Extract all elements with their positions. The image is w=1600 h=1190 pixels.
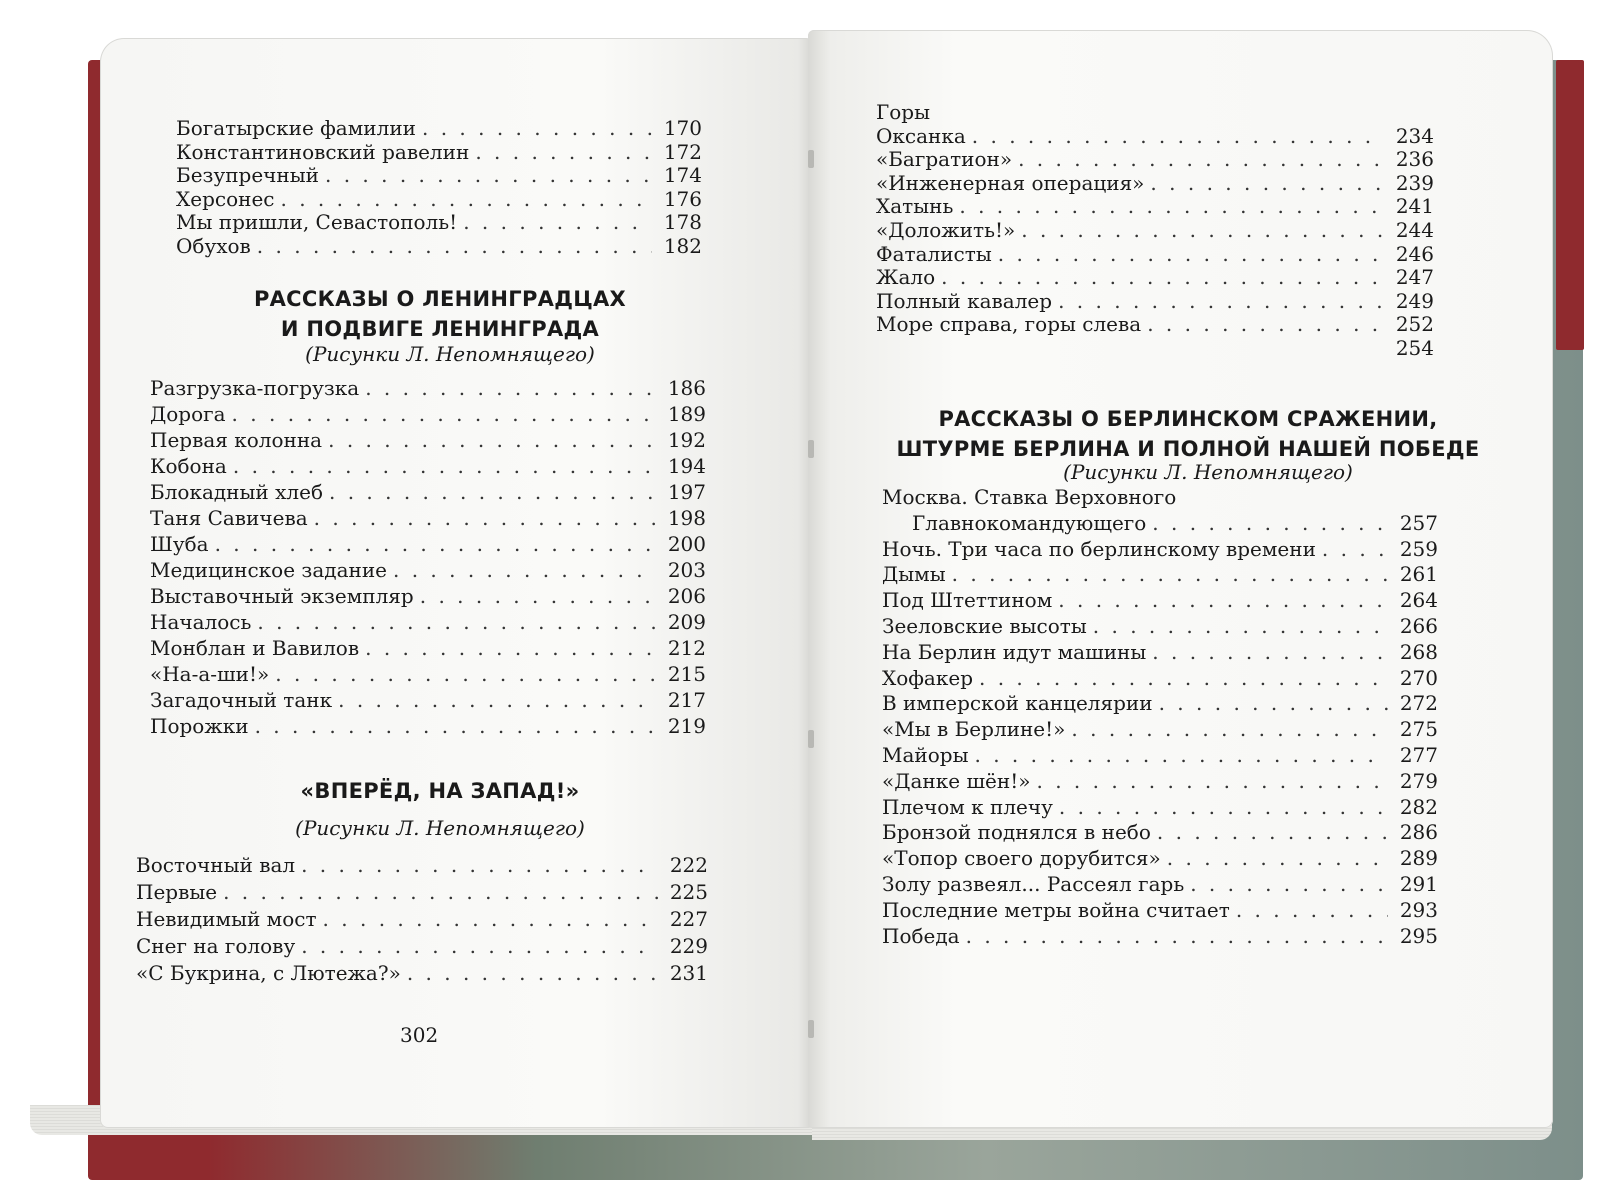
toc-entry-page: 268 [1399, 639, 1438, 664]
toc-entry-page: 217 [667, 688, 706, 712]
toc-entry [876, 171, 1434, 195]
dot-leader [1190, 872, 1388, 896]
toc-entry-page: 176 [663, 186, 702, 211]
toc-entry-page: 270 [1399, 665, 1438, 690]
toc-entry-page: 203 [667, 558, 706, 582]
dot-leader [1159, 691, 1388, 715]
dot-leader [1071, 717, 1388, 741]
dot-leader [972, 124, 1384, 148]
toc-entry-title: Бронзой поднялся в небо [882, 820, 1151, 845]
toc-entry [882, 872, 1438, 896]
toc-entry-title: Восточный вал [136, 853, 296, 877]
toc-entry-title: Главнокомандующего [912, 510, 1147, 535]
toc-entry-title: На Берлин идут машины [882, 639, 1147, 664]
toc-entry [136, 853, 708, 877]
toc-entry [882, 769, 1438, 793]
toc-entry-title: Зееловские высоты [882, 614, 1087, 638]
toc-entry-page: 189 [667, 402, 706, 426]
toc-entry-title: Медицинское задание [150, 558, 387, 582]
toc-entry [150, 506, 706, 530]
toc-entry-title: Ночь. Три часа по берлинскому времени [882, 536, 1316, 561]
toc-entry-page: 264 [1399, 588, 1438, 613]
section-heading-line: ШТУРМЕ БЕРЛИНА И ПОЛНОЙ НАШЕЙ ПОБЕДЕ [896, 437, 1480, 461]
dot-leader [223, 880, 658, 904]
dot-leader [393, 558, 656, 582]
dot-leader [1150, 171, 1384, 195]
toc-entry [882, 820, 1438, 844]
toc-entry [150, 688, 706, 712]
toc-entry-title: Жало [876, 265, 936, 290]
dot-leader [365, 376, 656, 400]
dot-leader [314, 506, 656, 530]
toc-entry-page: 182 [663, 233, 702, 258]
dot-leader [338, 688, 656, 712]
toc-entry-title: Полный кавалер [876, 288, 1053, 313]
toc-entry [150, 454, 706, 478]
toc-entry-page: 212 [667, 636, 706, 660]
toc-entry-title: Горы [876, 100, 931, 124]
dot-leader [1152, 511, 1388, 535]
toc-entry-title: Майоры [882, 743, 969, 767]
toc-entry-page: 277 [1399, 743, 1438, 767]
dot-leader [975, 743, 1389, 767]
toc-entry [876, 336, 1434, 360]
toc-entry-page: 225 [669, 880, 708, 904]
dot-leader [422, 116, 652, 140]
toc-entry-page: 231 [669, 961, 708, 985]
toc-entry [882, 666, 1438, 690]
left-page [100, 38, 812, 1128]
toc-entry-page: 178 [663, 210, 702, 234]
toc-entry-title: «Багратион» [876, 147, 1013, 172]
dot-leader [959, 194, 1384, 218]
toc-entry-page: 219 [667, 714, 706, 738]
dot-leader [1018, 147, 1384, 171]
dot-leader [966, 924, 1388, 948]
dot-leader [323, 907, 658, 931]
toc-entry-title: Монблан и Вавилов [150, 636, 360, 660]
toc-entry-page: 227 [669, 907, 708, 931]
toc-entry-page: 275 [1399, 717, 1438, 742]
toc-entry [136, 907, 708, 931]
toc-entry-title: Победа [882, 923, 960, 948]
dot-leader [979, 666, 1388, 690]
toc-entry-title: Блокадный хлеб [150, 480, 323, 504]
toc-entry [150, 558, 706, 582]
toc-entry-title: «Инженерная операция» [876, 170, 1145, 195]
toc-entry-title: «С Букрина, с Лютежа?» [136, 961, 401, 985]
toc-entry [876, 312, 1434, 336]
toc-entry [136, 961, 708, 985]
toc-entry [876, 194, 1434, 218]
toc-entry-page: 186 [667, 376, 706, 400]
toc-entry-page: 282 [1399, 794, 1438, 819]
toc-entry [876, 147, 1434, 171]
toc-entry [150, 610, 706, 634]
dot-leader [998, 242, 1384, 266]
toc-entry [150, 584, 706, 608]
dot-leader [215, 532, 656, 556]
toc-entry [150, 662, 706, 686]
binding-stitch [808, 730, 814, 748]
toc-entry [150, 636, 706, 660]
toc-entry-page: 244 [1395, 218, 1434, 242]
toc-entry-title: Шуба [150, 532, 209, 556]
section-heading-berlin [848, 404, 1528, 464]
dot-leader [255, 714, 656, 738]
dot-leader [257, 234, 652, 258]
toc-entry-title: Началось [150, 610, 252, 634]
toc-entry [176, 116, 702, 140]
dot-leader [257, 610, 656, 634]
toc-entry-title: Под Штеттином [882, 588, 1053, 613]
toc-entry [876, 265, 1434, 289]
dot-leader [275, 662, 656, 686]
toc-entry [176, 140, 702, 164]
dot-leader [301, 934, 658, 958]
toc-entry [882, 691, 1438, 715]
dot-leader [475, 140, 652, 164]
section-heading-line: И ПОДВИГЕ ЛЕНИНГРАДА [280, 317, 600, 341]
toc-entry-title: Константиновский равелин [176, 139, 470, 164]
right-page [808, 30, 1553, 1128]
dot-leader [233, 454, 656, 478]
toc-entry-page: 206 [667, 584, 706, 608]
dot-leader [1021, 218, 1384, 242]
dot-leader [941, 265, 1384, 289]
toc-entry-title: Дымы [882, 562, 946, 587]
toc-entry [176, 187, 702, 211]
toc-entry-page: 261 [1399, 562, 1438, 587]
toc-entry-page: 229 [669, 934, 708, 958]
dot-leader [281, 187, 653, 211]
dot-leader [1059, 795, 1388, 819]
toc-entry-title: Разгрузка-погрузка [150, 376, 360, 400]
toc-entry-title: Невидимый мост [136, 907, 317, 931]
toc-entry [876, 100, 1434, 124]
toc-entry-title: Таня Савичева [150, 506, 308, 530]
section-heading-west: «ВПЕРЁД, НА ЗАПАД!» [300, 779, 580, 803]
toc-entry-title: Снег на голову [136, 934, 296, 958]
toc-entry-title: Загадочный танк [150, 688, 333, 712]
toc-entry-page: 192 [667, 428, 706, 452]
toc-entry-title: Хофакер [882, 665, 973, 690]
illustrations-credit: (Рисунки Л. Непомнящего) [295, 816, 585, 840]
dot-leader [952, 562, 1388, 586]
toc-entry-title: В имперской канцелярии [882, 691, 1153, 716]
toc-entry-page: 295 [1399, 923, 1438, 948]
dot-leader [407, 961, 658, 985]
toc-entry-page: 289 [1399, 846, 1438, 871]
toc-entry [176, 163, 702, 187]
toc-entry-title: «На-а-ши!» [150, 662, 270, 686]
dot-leader [1322, 537, 1388, 561]
section-heading-line: РАССКАЗЫ О ЛЕНИНГРАДЦАХ [253, 287, 627, 311]
toc-entry [150, 376, 706, 400]
toc-entry-title: Дорога [150, 402, 226, 426]
toc-entry [882, 795, 1438, 819]
toc-entry-page: 236 [1395, 147, 1434, 172]
toc-entry [150, 714, 706, 738]
toc-entry [150, 428, 706, 452]
dot-leader [1167, 846, 1388, 870]
toc-entry-title: Обухов [176, 233, 251, 258]
toc-entry [882, 588, 1438, 612]
dot-leader [1058, 289, 1384, 313]
toc-entry [176, 210, 702, 234]
toc-entry [136, 934, 708, 958]
toc-entry-page: 266 [1399, 614, 1438, 638]
toc-entry-page: 241 [1395, 194, 1434, 219]
toc-entry [176, 234, 702, 258]
toc-entry [882, 614, 1438, 638]
toc-entry [912, 511, 1438, 535]
toc-entry-page: 249 [1395, 288, 1434, 313]
toc-entry-page: 209 [667, 610, 706, 634]
toc-entry-page: 252 [1395, 312, 1434, 337]
toc-entry-title: «Мы в Берлине!» [882, 717, 1066, 742]
toc-entry-page: 257 [1399, 510, 1438, 535]
toc-entry-title: Золу развеял... Рассеял гарь [882, 872, 1185, 896]
binding-stitch [808, 150, 814, 168]
toc-entry [882, 640, 1438, 664]
cover-spine-edge [1556, 60, 1584, 350]
illustrations-credit: (Рисунки Л. Непомнящего) [1063, 460, 1353, 484]
toc-entry-page: 234 [1395, 123, 1434, 148]
toc-entry [876, 218, 1434, 242]
section-heading-leningrad [140, 284, 740, 344]
toc-entry [136, 880, 708, 904]
toc-entry-page: 215 [667, 662, 706, 686]
toc-entry-page: 293 [1399, 897, 1438, 922]
dot-leader [232, 402, 656, 426]
toc-entry [882, 562, 1438, 586]
toc-entry [876, 242, 1434, 266]
toc-entry-page: 286 [1399, 820, 1438, 845]
binding-stitch [808, 1020, 814, 1038]
toc-entry-title: Фаталисты [876, 241, 992, 266]
toc-entry [882, 743, 1438, 767]
toc-entry-page: 291 [1399, 872, 1438, 896]
toc-entry-page: 194 [667, 454, 706, 478]
dot-leader [463, 210, 652, 234]
toc-entry-title: Богатырские фамилии [176, 116, 416, 140]
dot-leader [1157, 820, 1388, 844]
toc-entry-page: 197 [667, 480, 706, 504]
dot-leader [1236, 898, 1388, 922]
toc-entry-page: 254 [1395, 336, 1434, 360]
dot-leader [1036, 769, 1388, 793]
dot-leader [328, 428, 656, 452]
toc-entry [150, 532, 706, 556]
toc-entry-title: «Доложить!» [876, 218, 1016, 242]
toc-entry-title: Плечом к плечу [882, 794, 1053, 819]
toc-entry-page: 246 [1395, 241, 1434, 266]
toc-entry [882, 924, 1438, 948]
toc-entry-title: Море справа, горы слева [876, 312, 1142, 337]
toc-entry-page: 198 [667, 506, 706, 530]
dot-leader [1147, 312, 1384, 336]
dot-leader [329, 480, 656, 504]
dot-leader [301, 853, 658, 877]
page-number: 302 [400, 1023, 439, 1047]
dot-leader [325, 163, 652, 187]
toc-entry [882, 717, 1438, 741]
binding-stitch [808, 440, 814, 458]
toc-entry-title: Херсонес [176, 186, 275, 211]
toc-entry [150, 402, 706, 426]
toc-entry-page: 239 [1395, 170, 1434, 195]
toc-entry-title: «Данке шён!» [882, 768, 1031, 793]
toc-entry [882, 846, 1438, 870]
toc-entry [876, 289, 1434, 313]
toc-entry-title: Последние метры война считает [882, 897, 1230, 922]
toc-entry [882, 537, 1438, 561]
dot-leader [1093, 614, 1388, 638]
toc-entry-title: Оксанка [876, 123, 966, 148]
toc-entry-page: 174 [663, 163, 702, 187]
toc-entry [882, 898, 1438, 922]
toc-entry-page: 222 [669, 853, 708, 877]
toc-entry-title: Порожки [150, 714, 249, 738]
dot-leader [365, 636, 656, 660]
section-heading-line: РАССКАЗЫ О БЕРЛИНСКОМ СРАЖЕНИИ, [938, 407, 1438, 431]
toc-entry-title: Безупречный [176, 163, 319, 187]
toc-entry [882, 485, 1438, 509]
illustrations-credit: (Рисунки Л. Непомнящего) [305, 342, 595, 366]
toc-entry [876, 124, 1434, 148]
dot-leader [1152, 640, 1388, 664]
toc-entry [150, 480, 706, 504]
toc-entry-page: 200 [667, 532, 706, 556]
toc-entry-page: 259 [1399, 536, 1438, 561]
toc-entry-title: «Топор своего дорубится» [882, 846, 1161, 871]
dot-leader [420, 584, 656, 608]
dot-leader [1058, 588, 1388, 612]
toc-entry-page: 172 [663, 139, 702, 164]
toc-entry-title: Первая колонна [150, 428, 323, 452]
toc-entry-title: Выставочный экземпляр [150, 584, 414, 608]
toc-entry-page: 279 [1399, 768, 1438, 793]
toc-entry-page: 272 [1399, 691, 1438, 716]
toc-entry-title: Мы пришли, Севастополь! [176, 210, 458, 234]
toc-entry-title: Первые [136, 880, 218, 904]
toc-entry-title: Кобона [150, 454, 227, 478]
toc-entry-title: Хатынь [876, 194, 954, 219]
toc-entry-title: Москва. Ставка Верховного [882, 485, 1177, 509]
toc-entry-page: 170 [663, 116, 702, 140]
toc-entry-page: 247 [1395, 265, 1434, 290]
